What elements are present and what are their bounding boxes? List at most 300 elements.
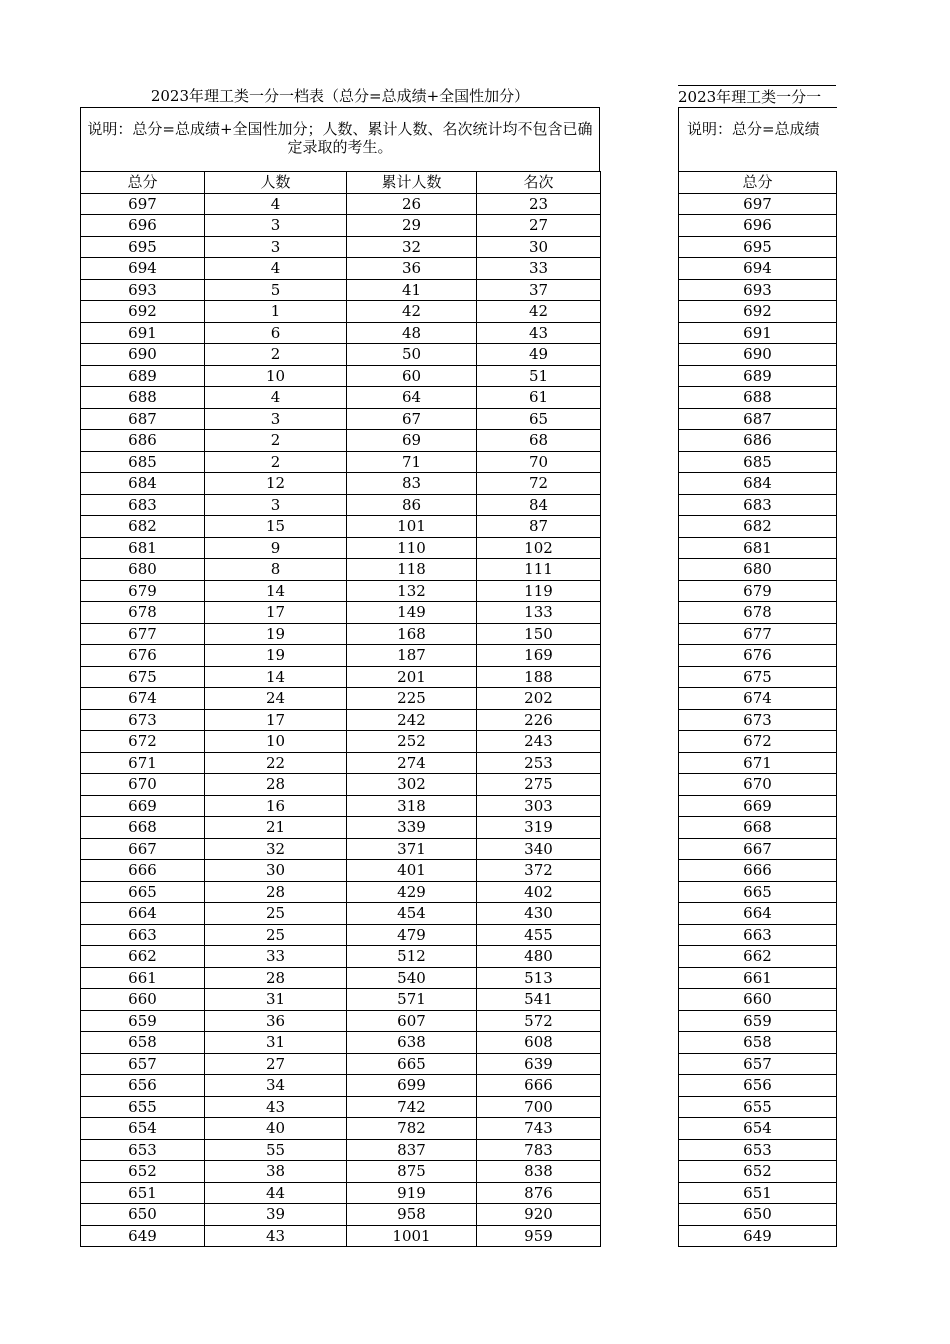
cell-cumulative: 252 (347, 731, 477, 753)
table-row (81, 881, 601, 903)
cell-count: 25 (205, 924, 347, 946)
cell-rank: 30 (477, 236, 601, 258)
side-cell-total-score: 673 (679, 709, 837, 731)
cell-total-score: 669 (81, 795, 205, 817)
sheet-note: 说明：总分=总成绩+全国性加分；人数、累计人数、名次统计均不包含已确定录取的考生。 (80, 107, 600, 171)
cell-total-score: 662 (81, 946, 205, 968)
score-table (80, 171, 601, 1247)
side-table-row (679, 1075, 837, 1097)
cell-cumulative: 48 (347, 322, 477, 344)
cell-rank: 743 (477, 1118, 601, 1140)
table-row (81, 1075, 601, 1097)
side-cell-total-score: 663 (679, 924, 837, 946)
table-row (81, 258, 601, 280)
table-row (81, 322, 601, 344)
cell-total-score: 670 (81, 774, 205, 796)
cell-total-score: 684 (81, 473, 205, 495)
cell-total-score: 654 (81, 1118, 205, 1140)
cell-count: 14 (205, 666, 347, 688)
cell-rank: 639 (477, 1053, 601, 1075)
table-row (81, 301, 601, 323)
cell-rank: 202 (477, 688, 601, 710)
side-cell-total-score: 685 (679, 451, 837, 473)
cell-rank: 70 (477, 451, 601, 473)
cell-count: 19 (205, 623, 347, 645)
cell-cumulative: 32 (347, 236, 477, 258)
cell-count: 17 (205, 709, 347, 731)
table-row (81, 623, 601, 645)
cell-total-score: 691 (81, 322, 205, 344)
table-row (81, 709, 601, 731)
side-table-row (679, 365, 837, 387)
side-table-row (679, 967, 837, 989)
cell-total-score: 687 (81, 408, 205, 430)
cell-total-score: 693 (81, 279, 205, 301)
side-cell-total-score: 676 (679, 645, 837, 667)
table-row (81, 860, 601, 882)
cell-cumulative: 26 (347, 193, 477, 215)
cell-count: 12 (205, 473, 347, 495)
side-table-row (679, 322, 837, 344)
cell-total-score: 652 (81, 1161, 205, 1183)
side-cell-total-score: 661 (679, 967, 837, 989)
cell-rank: 455 (477, 924, 601, 946)
side-cell-total-score: 657 (679, 1053, 837, 1075)
side-cell-total-score: 694 (679, 258, 837, 280)
side-table-row (679, 408, 837, 430)
cell-rank: 783 (477, 1139, 601, 1161)
side-table-row (679, 1161, 837, 1183)
cell-rank: 27 (477, 215, 601, 237)
cell-total-score: 683 (81, 494, 205, 516)
side-table-row (679, 645, 837, 667)
cell-cumulative: 371 (347, 838, 477, 860)
cell-rank: 275 (477, 774, 601, 796)
side-sheet-title: 2023年理工类一分一 (678, 85, 836, 108)
cell-cumulative: 60 (347, 365, 477, 387)
cell-cumulative: 225 (347, 688, 477, 710)
cell-rank: 480 (477, 946, 601, 968)
header-count: 人数 (205, 172, 347, 194)
cell-count: 16 (205, 795, 347, 817)
side-cell-total-score: 692 (679, 301, 837, 323)
cell-cumulative: 699 (347, 1075, 477, 1097)
table-row (81, 946, 601, 968)
cell-total-score: 690 (81, 344, 205, 366)
cell-total-score: 660 (81, 989, 205, 1011)
side-table-row (679, 1118, 837, 1140)
cell-count: 17 (205, 602, 347, 624)
table-row (81, 473, 601, 495)
side-cell-total-score: 654 (679, 1118, 837, 1140)
cell-rank: 150 (477, 623, 601, 645)
cell-total-score: 688 (81, 387, 205, 409)
side-table-row (679, 1010, 837, 1032)
cell-cumulative: 29 (347, 215, 477, 237)
cell-count: 28 (205, 774, 347, 796)
cell-rank: 876 (477, 1182, 601, 1204)
cell-cumulative: 540 (347, 967, 477, 989)
cell-rank: 243 (477, 731, 601, 753)
side-table-row (679, 989, 837, 1011)
cell-count: 27 (205, 1053, 347, 1075)
cell-cumulative: 607 (347, 1010, 477, 1032)
cell-rank: 402 (477, 881, 601, 903)
table-row (81, 774, 601, 796)
side-table-row (679, 1053, 837, 1075)
cell-count: 21 (205, 817, 347, 839)
cell-total-score: 668 (81, 817, 205, 839)
cell-count: 2 (205, 344, 347, 366)
side-cell-total-score: 652 (679, 1161, 837, 1183)
cell-count: 43 (205, 1225, 347, 1247)
side-cell-total-score: 651 (679, 1182, 837, 1204)
side-table-row (679, 215, 837, 237)
cell-cumulative: 36 (347, 258, 477, 280)
side-cell-total-score: 689 (679, 365, 837, 387)
side-cell-total-score: 671 (679, 752, 837, 774)
cell-cumulative: 1001 (347, 1225, 477, 1247)
cell-count: 15 (205, 516, 347, 538)
cell-rank: 42 (477, 301, 601, 323)
table-row (81, 215, 601, 237)
cell-count: 1 (205, 301, 347, 323)
side-cell-total-score: 650 (679, 1204, 837, 1226)
cell-total-score: 689 (81, 365, 205, 387)
side-table-header-row (679, 172, 837, 194)
cell-rank: 340 (477, 838, 601, 860)
side-table-row (679, 709, 837, 731)
cell-cumulative: 318 (347, 795, 477, 817)
cell-total-score: 667 (81, 838, 205, 860)
cell-cumulative: 571 (347, 989, 477, 1011)
sheet-title: 2023年理工类一分一档表（总分=总成绩+全国性加分） (150, 87, 530, 105)
cell-cumulative: 42 (347, 301, 477, 323)
table-row (81, 365, 601, 387)
side-cell-total-score: 679 (679, 580, 837, 602)
side-table-row (679, 580, 837, 602)
cell-rank: 65 (477, 408, 601, 430)
table-row (81, 344, 601, 366)
cell-cumulative: 339 (347, 817, 477, 839)
cell-rank: 372 (477, 860, 601, 882)
cell-total-score: 672 (81, 731, 205, 753)
table-row (81, 989, 601, 1011)
table-row (81, 731, 601, 753)
cell-total-score: 671 (81, 752, 205, 774)
cell-rank: 920 (477, 1204, 601, 1226)
cell-rank: 49 (477, 344, 601, 366)
side-header-total-score: 总分 (679, 172, 837, 194)
cell-count: 8 (205, 559, 347, 581)
side-table-row (679, 774, 837, 796)
table-row (81, 451, 601, 473)
table-row (81, 408, 601, 430)
cell-cumulative: 67 (347, 408, 477, 430)
cell-rank: 68 (477, 430, 601, 452)
side-table-row (679, 795, 837, 817)
cell-cumulative: 132 (347, 580, 477, 602)
cell-cumulative: 50 (347, 344, 477, 366)
cell-cumulative: 875 (347, 1161, 477, 1183)
side-table-row (679, 860, 837, 882)
table-row (81, 838, 601, 860)
cell-cumulative: 638 (347, 1032, 477, 1054)
table-row (81, 279, 601, 301)
side-cell-total-score: 697 (679, 193, 837, 215)
side-cell-total-score: 686 (679, 430, 837, 452)
cell-total-score: 697 (81, 193, 205, 215)
cell-rank: 72 (477, 473, 601, 495)
cell-rank: 430 (477, 903, 601, 925)
cell-rank: 51 (477, 365, 601, 387)
side-cell-total-score: 666 (679, 860, 837, 882)
side-cell-total-score: 664 (679, 903, 837, 925)
side-table-row (679, 731, 837, 753)
cell-rank: 700 (477, 1096, 601, 1118)
side-table-row (679, 666, 837, 688)
side-table-row (679, 602, 837, 624)
cell-cumulative: 69 (347, 430, 477, 452)
cell-cumulative: 41 (347, 279, 477, 301)
side-cell-total-score: 691 (679, 322, 837, 344)
cell-cumulative: 83 (347, 473, 477, 495)
cell-total-score: 665 (81, 881, 205, 903)
cell-total-score: 657 (81, 1053, 205, 1075)
table-row (81, 1010, 601, 1032)
table-row (81, 193, 601, 215)
cell-total-score: 666 (81, 860, 205, 882)
cell-count: 28 (205, 881, 347, 903)
cell-cumulative: 429 (347, 881, 477, 903)
cell-total-score: 678 (81, 602, 205, 624)
cell-rank: 253 (477, 752, 601, 774)
table-row (81, 537, 601, 559)
cell-total-score: 673 (81, 709, 205, 731)
side-cell-total-score: 659 (679, 1010, 837, 1032)
header-total-score: 总分 (81, 172, 205, 194)
cell-rank: 541 (477, 989, 601, 1011)
side-table-row (679, 537, 837, 559)
cell-rank: 608 (477, 1032, 601, 1054)
table-row (81, 1161, 601, 1183)
cell-count: 14 (205, 580, 347, 602)
table-row (81, 1182, 601, 1204)
cell-rank: 23 (477, 193, 601, 215)
cell-rank: 111 (477, 559, 601, 581)
side-table-row (679, 924, 837, 946)
cell-count: 40 (205, 1118, 347, 1140)
side-table-row (679, 903, 837, 925)
cell-total-score: 676 (81, 645, 205, 667)
table-row (81, 1225, 601, 1247)
table-row (81, 1204, 601, 1226)
cell-total-score: 655 (81, 1096, 205, 1118)
side-cell-total-score: 658 (679, 1032, 837, 1054)
side-table-row (679, 1096, 837, 1118)
cell-count: 22 (205, 752, 347, 774)
side-cell-total-score: 667 (679, 838, 837, 860)
cell-count: 3 (205, 236, 347, 258)
cell-rank: 87 (477, 516, 601, 538)
cell-cumulative: 187 (347, 645, 477, 667)
cell-cumulative: 110 (347, 537, 477, 559)
side-cell-total-score: 684 (679, 473, 837, 495)
cell-total-score: 692 (81, 301, 205, 323)
cell-rank: 959 (477, 1225, 601, 1247)
side-cell-total-score: 660 (679, 989, 837, 1011)
side-table-row (679, 752, 837, 774)
cell-count: 6 (205, 322, 347, 344)
cell-total-score: 663 (81, 924, 205, 946)
cell-total-score: 695 (81, 236, 205, 258)
cell-count: 44 (205, 1182, 347, 1204)
table-row (81, 430, 601, 452)
cell-count: 33 (205, 946, 347, 968)
cell-cumulative: 86 (347, 494, 477, 516)
cell-cumulative: 149 (347, 602, 477, 624)
side-table-row (679, 473, 837, 495)
cell-rank: 102 (477, 537, 601, 559)
table-row (81, 516, 601, 538)
cell-count: 2 (205, 430, 347, 452)
cell-rank: 319 (477, 817, 601, 839)
table-row (81, 387, 601, 409)
side-table-row (679, 193, 837, 215)
cell-total-score: 696 (81, 215, 205, 237)
side-table-row (679, 258, 837, 280)
cell-rank: 169 (477, 645, 601, 667)
side-cell-total-score: 678 (679, 602, 837, 624)
cell-count: 32 (205, 838, 347, 860)
cell-rank: 572 (477, 1010, 601, 1032)
cell-cumulative: 64 (347, 387, 477, 409)
cell-count: 36 (205, 1010, 347, 1032)
cell-count: 2 (205, 451, 347, 473)
side-cell-total-score: 669 (679, 795, 837, 817)
side-table-row (679, 623, 837, 645)
side-table-row (679, 236, 837, 258)
cell-count: 38 (205, 1161, 347, 1183)
cell-count: 43 (205, 1096, 347, 1118)
cell-count: 4 (205, 258, 347, 280)
table-row (81, 666, 601, 688)
cell-count: 31 (205, 989, 347, 1011)
cell-rank: 133 (477, 602, 601, 624)
cell-cumulative: 837 (347, 1139, 477, 1161)
side-table-row (679, 451, 837, 473)
side-cell-total-score: 656 (679, 1075, 837, 1097)
table-row (81, 1139, 601, 1161)
side-cell-total-score: 687 (679, 408, 837, 430)
cell-total-score: 675 (81, 666, 205, 688)
side-table-row (679, 817, 837, 839)
cell-total-score: 674 (81, 688, 205, 710)
table-row (81, 236, 601, 258)
table-row (81, 903, 601, 925)
side-table-row (679, 344, 837, 366)
table-row (81, 602, 601, 624)
cell-rank: 61 (477, 387, 601, 409)
cell-count: 9 (205, 537, 347, 559)
cell-total-score: 651 (81, 1182, 205, 1204)
side-table-row (679, 1139, 837, 1161)
side-table-row (679, 494, 837, 516)
cell-cumulative: 958 (347, 1204, 477, 1226)
side-cell-total-score: 665 (679, 881, 837, 903)
side-cell-total-score: 690 (679, 344, 837, 366)
cell-total-score: 685 (81, 451, 205, 473)
side-cell-total-score: 674 (679, 688, 837, 710)
cell-rank: 226 (477, 709, 601, 731)
cell-total-score: 664 (81, 903, 205, 925)
side-cell-total-score: 668 (679, 817, 837, 839)
table-row (81, 924, 601, 946)
table-row (81, 1118, 601, 1140)
table-row (81, 688, 601, 710)
cell-count: 24 (205, 688, 347, 710)
side-cell-total-score: 653 (679, 1139, 837, 1161)
cell-total-score: 653 (81, 1139, 205, 1161)
table-row (81, 967, 601, 989)
side-table-row (679, 838, 837, 860)
cell-total-score: 661 (81, 967, 205, 989)
cell-rank: 188 (477, 666, 601, 688)
side-cell-total-score: 649 (679, 1225, 837, 1247)
cell-rank: 303 (477, 795, 601, 817)
table-row (81, 817, 601, 839)
side-table-row (679, 430, 837, 452)
side-cell-total-score: 670 (679, 774, 837, 796)
cell-cumulative: 71 (347, 451, 477, 473)
cell-total-score: 682 (81, 516, 205, 538)
header-cumulative: 累计人数 (347, 172, 477, 194)
cell-total-score: 686 (81, 430, 205, 452)
table-row (81, 559, 601, 581)
cell-rank: 666 (477, 1075, 601, 1097)
cell-cumulative: 512 (347, 946, 477, 968)
cell-count: 3 (205, 408, 347, 430)
side-table-row (679, 279, 837, 301)
cell-count: 39 (205, 1204, 347, 1226)
table-row (81, 1053, 601, 1075)
table-row (81, 580, 601, 602)
side-cell-total-score: 672 (679, 731, 837, 753)
cell-total-score: 659 (81, 1010, 205, 1032)
table-row (81, 1096, 601, 1118)
cell-count: 25 (205, 903, 347, 925)
side-table-row (679, 516, 837, 538)
side-cell-total-score: 680 (679, 559, 837, 581)
side-table-row (679, 301, 837, 323)
cell-cumulative: 665 (347, 1053, 477, 1075)
cell-cumulative: 302 (347, 774, 477, 796)
side-cell-total-score: 675 (679, 666, 837, 688)
cell-cumulative: 782 (347, 1118, 477, 1140)
side-table-row (679, 387, 837, 409)
cell-count: 4 (205, 193, 347, 215)
cell-cumulative: 274 (347, 752, 477, 774)
cell-count: 10 (205, 731, 347, 753)
cell-total-score: 650 (81, 1204, 205, 1226)
cell-count: 10 (205, 365, 347, 387)
table-header-row (81, 172, 601, 194)
side-table-row (679, 1204, 837, 1226)
cell-rank: 33 (477, 258, 601, 280)
cell-count: 3 (205, 494, 347, 516)
cell-rank: 838 (477, 1161, 601, 1183)
table-row (81, 1032, 601, 1054)
